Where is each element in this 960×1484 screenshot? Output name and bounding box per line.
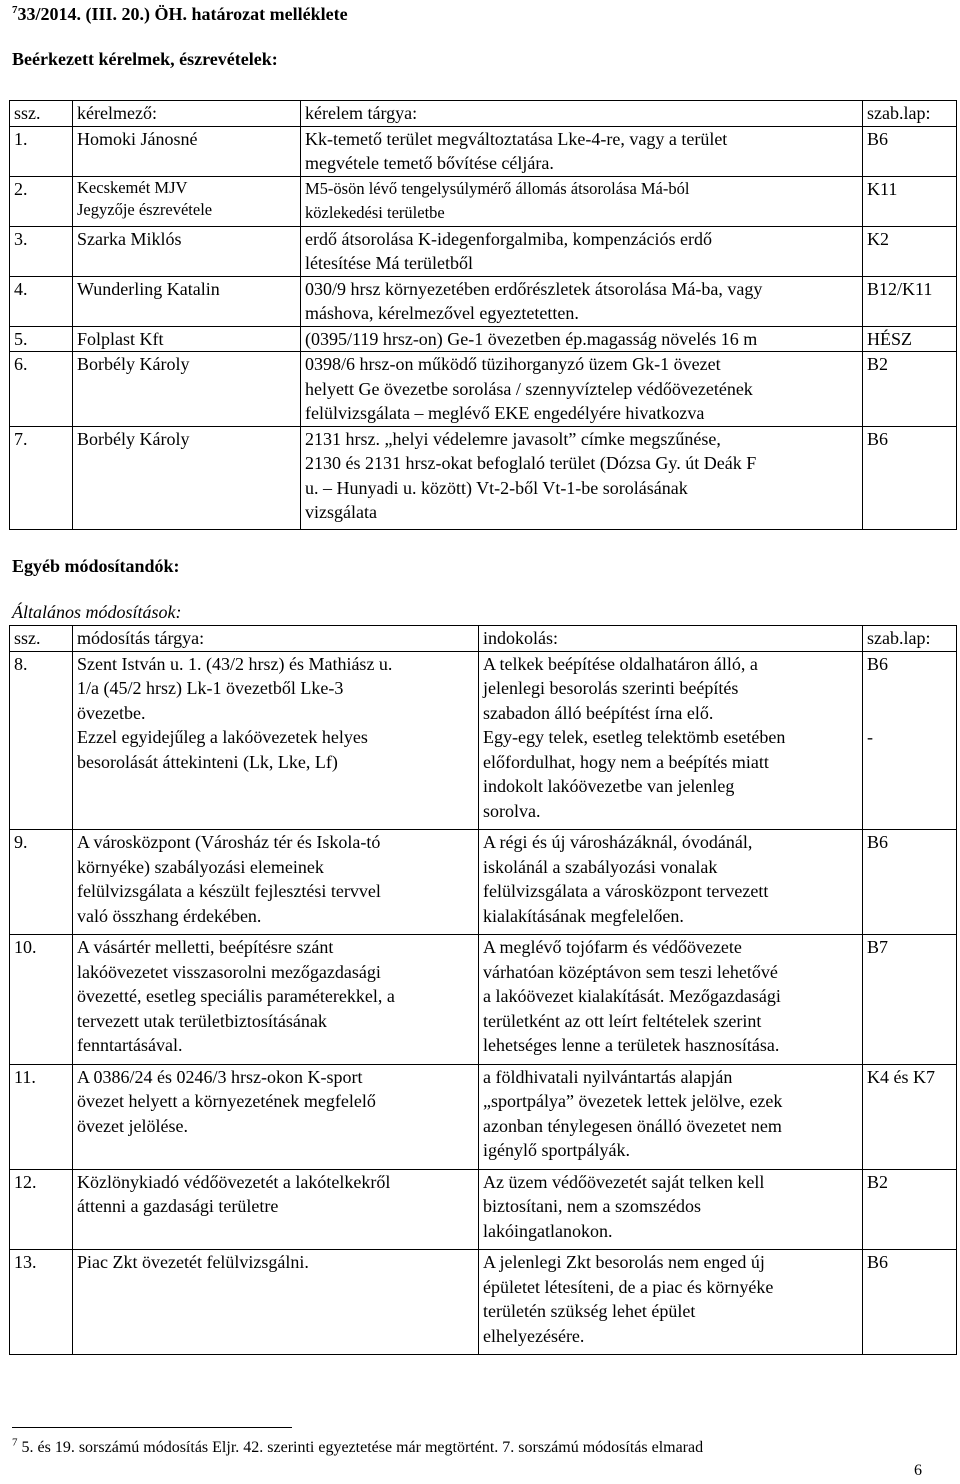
table-header-row — [10, 626, 957, 652]
sheet-code-line: B6 — [867, 832, 889, 852]
row-number — [10, 935, 73, 1065]
applicant-cell — [73, 276, 301, 326]
section2-subtitle: Általános módosítások: — [12, 602, 182, 622]
subject-cell-line: 0398/6 hrsz-on működő tüzihorganyzó üzem Gk-1 övezet — [305, 354, 721, 374]
column-header — [10, 626, 73, 652]
table-row — [10, 226, 957, 276]
reason-cell-line: felülvizsgálata a városközpont tervezett — [483, 881, 769, 901]
subject-cell-line: u. – Hunyadi u. között) Vt-2-ből Vt-1-be sorolásának — [305, 477, 688, 498]
row-number-text: 9. — [14, 832, 28, 852]
reason-cell-line: „sportpálya” övezetek lettek jelölve, ezek — [483, 1091, 783, 1111]
column-header-text: kérelmező: — [77, 103, 157, 123]
subject-cell-line: tervezett utak területbiztosításának — [77, 1010, 327, 1031]
table-row — [10, 830, 957, 935]
subject-cell — [73, 935, 479, 1065]
sheet-code-text: K11 — [867, 178, 898, 199]
reason-cell — [479, 1064, 863, 1169]
subject-cell-line: besorolását áttekinteni (Lk, Lke, Lf) — [77, 751, 338, 772]
reason-cell — [479, 1250, 863, 1355]
subject-cell-line: Szent István u. 1. (43/2 hrsz) és Mathiász u. — [77, 653, 393, 674]
applicant-cell-line: Jegyzője észrevétele — [77, 199, 213, 219]
reason-cell-line: Egy-egy telek, esetleg telektömb esetében — [483, 727, 786, 747]
subject-cell-line: fenntartásával. — [77, 1035, 183, 1055]
sheet-code — [863, 176, 957, 226]
column-header — [73, 626, 479, 652]
subject-cell-line: övezetbe. — [77, 702, 146, 723]
row-number — [10, 326, 73, 352]
subject-cell-line: A városközpont (Városház tér és Iskola-tó — [77, 832, 381, 852]
reason-cell — [479, 830, 863, 935]
column-header-text: kérelem tárgya: — [305, 103, 418, 123]
subject-cell — [73, 1169, 479, 1250]
table-row — [10, 276, 957, 326]
subject-cell-line: Közlönykiadó védőövezetét a lakótelkekről — [77, 1171, 391, 1192]
sheet-code-line: B6 — [867, 653, 889, 674]
column-header — [73, 101, 301, 127]
sheet-code-text: B6 — [867, 428, 889, 449]
reason-cell — [479, 935, 863, 1065]
column-header — [863, 626, 957, 652]
page-number: 6 — [914, 1462, 922, 1479]
subject-cell-line: máshova, kérelmezővel egyeztetetten. — [305, 303, 579, 323]
row-number — [10, 426, 73, 529]
reason-cell-line: A telkek beépítése oldalhatáron álló, a — [483, 653, 758, 674]
sheet-code — [863, 1064, 957, 1169]
subject-cell — [301, 326, 863, 352]
subject-cell-line: 030/9 hrsz környezetében erdőrészletek átsorolása Má-ba, vagy — [305, 278, 763, 299]
subject-cell-line: Kk-temető terület megváltoztatása Lke-4-re, vagy a terület — [305, 128, 728, 149]
sheet-code — [863, 276, 957, 326]
applicant-cell-line: Borbély Károly — [77, 354, 190, 374]
reason-cell-line: kialakításának megfelelően. — [483, 905, 684, 926]
subject-cell-line: övezetté, esetleg speciális paraméterekkel, a — [77, 986, 395, 1006]
subject-cell — [73, 651, 479, 830]
applicant-cell-line: Kecskemét MJV — [77, 177, 188, 197]
sheet-code — [863, 126, 957, 176]
sheet-code — [863, 935, 957, 1065]
subject-cell-line: övezet jelölése. — [77, 1115, 188, 1136]
applicant-cell-line: Folplast Kft — [77, 328, 164, 349]
footnote-marker: 7 — [12, 1436, 18, 1449]
sheet-code-line: B7 — [867, 937, 889, 957]
applicant-cell — [73, 126, 301, 176]
reason-cell-line: területként az ott leírt feltételek szerint — [483, 1010, 762, 1031]
reason-cell-line: várhatóan középtávon sem teszi lehetővé — [483, 961, 778, 982]
row-number — [10, 176, 73, 226]
table-row — [10, 426, 957, 529]
column-header-text: ssz. — [14, 103, 41, 123]
table-row — [10, 1169, 957, 1250]
reason-cell-line: jelenlegi besorolás szerinti beépítés — [483, 678, 739, 698]
column-header — [10, 101, 73, 127]
subject-cell-line: áttenni a gazdasági területre — [77, 1196, 279, 1216]
row-number — [10, 276, 73, 326]
applicant-cell-line: Wunderling Katalin — [77, 278, 220, 299]
table-row — [10, 126, 957, 176]
reason-cell-line: lehetséges lenne a területek hasznosítása. — [483, 1035, 780, 1055]
section1-title: Beérkezett kérelmek, észrevételek: — [12, 49, 278, 69]
sheet-code-text: B12/K11 — [867, 278, 933, 299]
row-number-text: 6. — [14, 354, 28, 374]
subject-cell — [301, 176, 863, 226]
sheet-code — [863, 426, 957, 529]
subject-cell-line: vizsgálata — [305, 502, 377, 522]
row-number-text: 13. — [14, 1252, 37, 1272]
column-header-text: szab.lap: — [867, 628, 931, 648]
sheet-code-line: - — [867, 727, 873, 747]
row-number — [10, 830, 73, 935]
column-header-text: ssz. — [14, 628, 41, 648]
applicant-cell — [73, 226, 301, 276]
column-header — [479, 626, 863, 652]
subject-cell — [301, 276, 863, 326]
row-number-text: 12. — [14, 1171, 37, 1192]
subject-cell-line: A 0386/24 és 0246/3 hrsz-okon K-sport — [77, 1066, 363, 1087]
reason-cell-line: azonban ténylegesen önálló övezetet nem — [483, 1115, 782, 1136]
reason-cell-line: területén szükség lehet épület — [483, 1301, 696, 1321]
footnote-text: 5. és 19. sorszámú módosítás Eljr. 42. szerinti egyeztetése már megtörtént. 7. sorszámú módosítás elmarad — [21, 1439, 704, 1456]
row-number-text: 3. — [14, 228, 28, 249]
reason-cell-line: Az üzem védőövezetét saját telken kell — [483, 1171, 765, 1192]
subject-cell-line: övezet helyett a környezetének megfelelő — [77, 1091, 376, 1111]
subject-cell-line: közlekedési területbe — [305, 203, 445, 222]
sheet-code — [863, 1169, 957, 1250]
sheet-code-line: B2 — [867, 1171, 889, 1192]
reason-cell-line: a földhivatali nyilvántartás alapján — [483, 1066, 733, 1087]
table-row — [10, 1064, 957, 1169]
page-title — [12, 2, 348, 27]
applicant-cell-line: Borbély Károly — [77, 428, 190, 449]
row-number — [10, 1064, 73, 1169]
reason-cell-line: elhelyezésére. — [483, 1325, 585, 1346]
row-number-text: 7. — [14, 428, 28, 449]
subject-cell-line: M5-ösön lévő tengelysúlymérő állomás átsorolása Má-ból — [305, 178, 690, 198]
subject-cell-line: lakóövezetet visszasorolni mezőgazdasági — [77, 961, 381, 982]
title-text: 33/2014. (III. 20.) ÖH. határozat melléklete — [17, 4, 348, 24]
subject-cell-line: létesítése Má területből — [305, 253, 473, 273]
table-header-row — [10, 101, 957, 127]
sheet-code-text: K2 — [867, 228, 889, 249]
subject-cell-line: Piac Zkt övezetét felülvizsgálni. — [77, 1252, 309, 1272]
sheet-code — [863, 830, 957, 935]
reason-cell-line: előfordulhat, hogy nem a beépítés miatt — [483, 751, 769, 772]
modifications-table — [9, 625, 957, 1355]
reason-cell-line: biztosítani, nem a szomszédos — [483, 1196, 701, 1216]
table-row — [10, 651, 957, 830]
subject-cell — [301, 426, 863, 529]
subject-cell-line: A vásártér melletti, beépítésre szánt — [77, 937, 334, 957]
sheet-code-text: HÉSZ — [867, 328, 912, 349]
subject-cell-line: 1/a (45/2 hrsz) Lk-1 övezetből Lke-3 — [77, 678, 344, 698]
subject-cell-line: felülvizsgálata a készült fejlesztési tervvel — [77, 881, 381, 901]
sheet-code-line — [867, 676, 956, 701]
subject-cell — [73, 1250, 479, 1355]
row-number — [10, 651, 73, 830]
row-number-text: 8. — [14, 653, 28, 674]
subject-cell — [301, 352, 863, 427]
applicant-cell — [73, 352, 301, 427]
column-header — [863, 101, 957, 127]
sheet-code — [863, 326, 957, 352]
reason-cell-line: épületet létesíteni, de a piac és környéke — [483, 1276, 774, 1297]
row-number-text: 11. — [14, 1066, 36, 1087]
subject-cell-line: (0395/119 hrsz-on) Ge-1 övezetben ép.magasság növelés 16 m — [305, 328, 758, 349]
applicant-cell — [73, 426, 301, 529]
row-number — [10, 352, 73, 427]
subject-cell — [73, 1064, 479, 1169]
section2-title: Egyéb módosítandók: — [12, 556, 180, 576]
reason-cell-line: A jelenlegi Zkt besorolás nem enged új — [483, 1252, 765, 1272]
subject-cell — [73, 830, 479, 935]
applicant-cell-line: Homoki Jánosné — [77, 128, 198, 149]
reason-cell — [479, 651, 863, 830]
reason-cell-line: indokolt lakóövezetbe van jelenleg — [483, 776, 735, 796]
sheet-code — [863, 1250, 957, 1355]
reason-cell-line: a lakóövezet kialakítását. Mezőgazdasági — [483, 986, 781, 1006]
table-row — [10, 1250, 957, 1355]
reason-cell — [479, 1169, 863, 1250]
row-number-text: 4. — [14, 278, 28, 299]
table-row — [10, 935, 957, 1065]
applicant-cell-line: Szarka Miklós — [77, 228, 182, 249]
applicant-cell — [73, 176, 301, 226]
column-header-text: módosítás tárgya: — [77, 628, 205, 648]
subject-cell-line: 2131 hrsz. „helyi védelemre javasolt” címke megszűnése, — [305, 428, 721, 449]
reason-cell-line: igénylő sportpályák. — [483, 1140, 630, 1160]
subject-cell-line: helyett Ge övezetbe sorolása / szennyvíztelep védőövezetének — [305, 378, 753, 399]
reason-cell-line: sorolva. — [483, 800, 541, 821]
row-number — [10, 1169, 73, 1250]
subject-cell — [301, 126, 863, 176]
subject-cell-line: erdő átsorolása K-idegenforgalmiba, kompenzációs erdő — [305, 228, 713, 249]
subject-cell-line: Ezzel egyidejűleg a lakóövezetek helyes — [77, 727, 368, 747]
reason-cell-line: A régi és új városházáknál, óvodánál, — [483, 832, 753, 852]
row-number-text: 10. — [14, 937, 37, 957]
sheet-code-line: B6 — [867, 1252, 889, 1272]
table-row — [10, 326, 957, 352]
footnote-ref: 7 — [12, 4, 18, 16]
row-number — [10, 1250, 73, 1355]
sheet-code-line: K4 és K7 — [867, 1066, 935, 1087]
footnote — [12, 1436, 703, 1461]
footnote-separator — [12, 1427, 292, 1428]
subject-cell — [301, 226, 863, 276]
row-number — [10, 226, 73, 276]
subject-cell-line: 2130 és 2131 hrsz-okat befoglaló terület (Dózsa Gy. út Deák F — [305, 453, 757, 473]
row-number-text: 5. — [14, 328, 28, 349]
row-number-text: 2. — [14, 178, 28, 199]
subject-cell-line: való összhang érdekében. — [77, 905, 262, 926]
subject-cell-line: megvétele temető bővítése céljára. — [305, 153, 554, 173]
reason-cell-line: A meglévő tojófarm és védőövezete — [483, 937, 742, 957]
reason-cell-line: iskolánál a szabályozási vonalak — [483, 856, 718, 877]
row-number-text: 1. — [14, 128, 28, 149]
sheet-code — [863, 352, 957, 427]
table-row — [10, 176, 957, 226]
applicant-cell — [73, 326, 301, 352]
column-header — [301, 101, 863, 127]
reason-cell-line: szabadon álló beépítést írna elő. — [483, 702, 714, 723]
sheet-code — [863, 226, 957, 276]
column-header-text: indokolás: — [483, 628, 558, 648]
sheet-code — [863, 651, 957, 830]
reason-cell-line: lakóingatlanokon. — [483, 1220, 613, 1241]
sheet-code-text: B2 — [867, 354, 889, 374]
sheet-code-text: B6 — [867, 128, 889, 149]
column-header-text: szab.lap: — [867, 103, 931, 123]
sheet-code-line — [867, 701, 956, 726]
requests-table — [9, 100, 957, 530]
subject-cell-line: felülvizsgálata – meglévő EKE engedélyére hivatkozva — [305, 403, 705, 423]
subject-cell-line: környéke) szabályozási elemeinek — [77, 856, 324, 877]
table-row — [10, 352, 957, 427]
row-number — [10, 126, 73, 176]
